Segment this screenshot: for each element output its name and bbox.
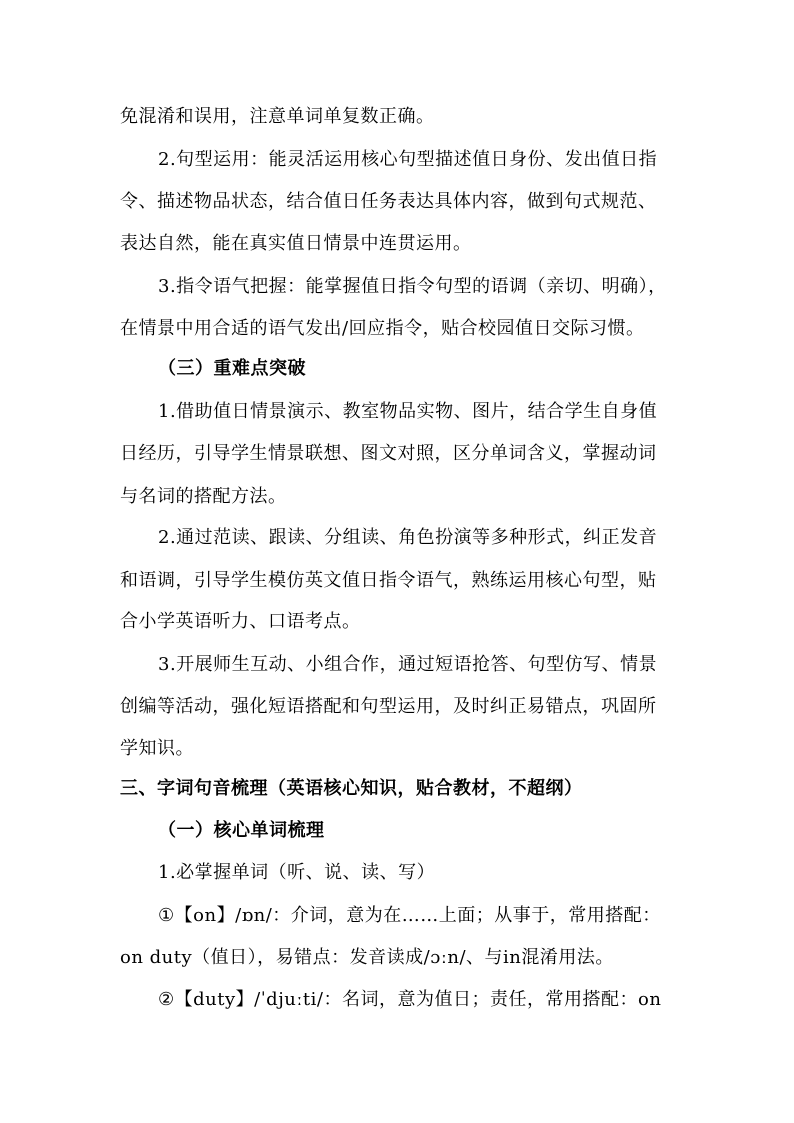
- paragraph-line: 3.开展师生互动、小组合作，通过短语抢答、句型仿写、情景: [158, 654, 658, 675]
- section-heading: （一）核心单词梳理: [158, 820, 325, 841]
- paragraph-line: 令、描述物品状态，结合值日任务表达具体内容，做到句式规范、: [120, 191, 657, 212]
- paragraph-line: 学知识。: [120, 738, 194, 759]
- paragraph-line: 和语调，引导学生模仿英文值日指令语气，熟练运用核心句型，贴: [120, 570, 657, 591]
- chapter-heading: 三、字词句音梳理（英语核心知识，贴合教材，不超纲）: [120, 778, 583, 799]
- paragraph-line: 日经历，引导学生情景联想、图文对照，区分单词含义，掌握动词: [120, 443, 657, 464]
- paragraph-line: on duty（值日），易错点：发音读成/ɔːn/、与in混淆用法。: [120, 947, 614, 968]
- section-heading: （三）重难点突破: [158, 358, 306, 379]
- paragraph-line: ①【on】/ɒn/：介词，意为在……上面；从事于，常用搭配：: [158, 905, 661, 926]
- paragraph-line: 2.句型运用：能灵活运用核心句型描述值日身份、发出值日指: [158, 149, 658, 170]
- paragraph-line: 2.通过范读、跟读、分组读、角色扮演等多种形式，纠正发音: [158, 527, 658, 548]
- paragraph-line: 1.借助值日情景演示、教室物品实物、图片，结合学生自身值: [158, 401, 658, 422]
- paragraph-line: 3.指令语气把握：能掌握值日指令句型的语调（亲切、明确），: [158, 276, 667, 297]
- paragraph-line: 1.必掌握单词（听、说、读、写）: [158, 862, 436, 883]
- paragraph-line: 与名词的搭配方法。: [120, 486, 287, 507]
- paragraph-line: 合小学英语听力、口语考点。: [120, 611, 361, 632]
- paragraph-line: 表达自然，能在真实值日情景中连贯运用。: [120, 233, 472, 254]
- paragraph-line: 免混淆和误用，注意单词单复数正确。: [120, 106, 435, 127]
- paragraph-line: 创编等活动，强化短语搭配和句型运用，及时纠正易错点，巩固所: [120, 696, 657, 717]
- paragraph-line: 在情景中用合适的语气发出/回应指令，贴合校园值日交际习惯。: [120, 318, 645, 339]
- paragraph-line: ②【duty】/ˈdjuːti/：名词，意为值日；责任，常用搭配：on: [158, 989, 662, 1010]
